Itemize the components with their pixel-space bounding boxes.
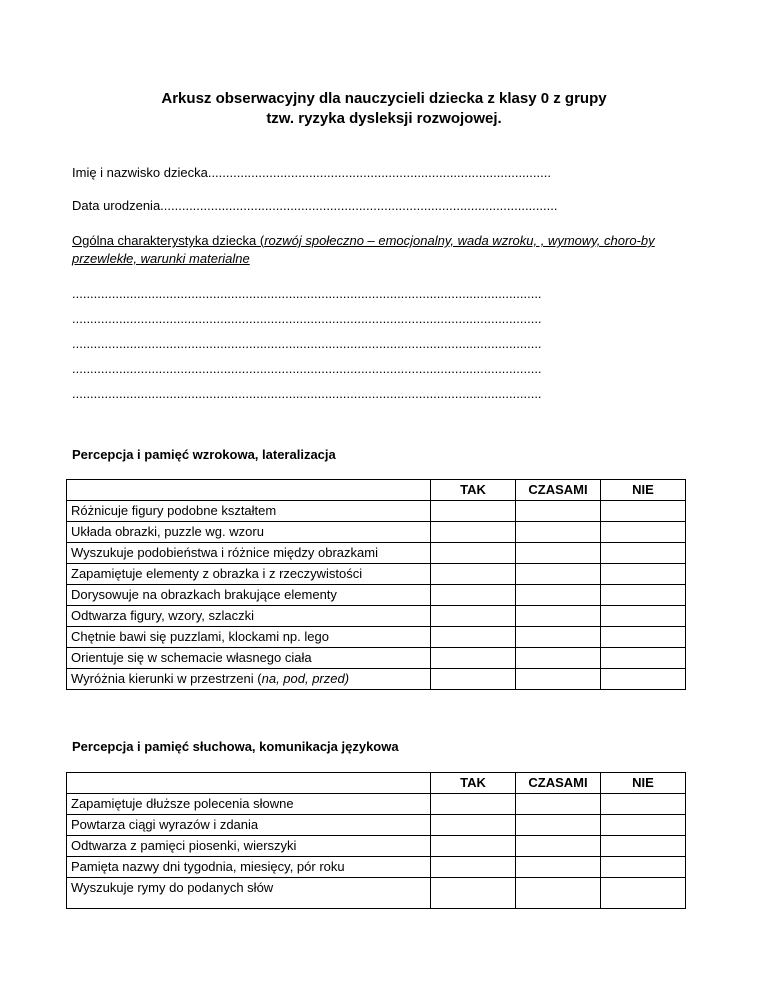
czasami-cell[interactable]	[516, 585, 601, 606]
table-row	[67, 794, 686, 815]
czasami-cell[interactable]	[516, 648, 601, 669]
czasami-cell[interactable]	[516, 669, 601, 690]
table-row	[67, 815, 686, 836]
table-row	[67, 878, 686, 909]
nie-cell[interactable]	[601, 543, 686, 564]
dotted-line[interactable]: ..................................................................................................................................	[72, 337, 542, 351]
table-row	[67, 522, 686, 543]
row-label: Pamięta nazwy dni tygodnia, miesięcy, pór roku	[67, 857, 431, 878]
header-empty-cell	[67, 773, 431, 794]
table-row	[67, 501, 686, 522]
tak-cell[interactable]	[431, 648, 516, 669]
header-tak: TAK	[431, 773, 516, 794]
tak-cell[interactable]	[431, 564, 516, 585]
czasami-cell[interactable]	[516, 564, 601, 585]
tak-cell[interactable]	[431, 669, 516, 690]
nie-cell[interactable]	[601, 564, 686, 585]
tak-cell[interactable]	[431, 878, 516, 909]
czasami-cell[interactable]	[516, 606, 601, 627]
header-nie: NIE	[601, 773, 686, 794]
nie-cell[interactable]	[601, 836, 686, 857]
row-label: Chętnie bawi się puzzlami, klockami np. lego	[67, 627, 431, 648]
row-label: Układa obrazki, puzzle wg. wzoru	[67, 522, 431, 543]
header-czasami: CZASAMI	[516, 480, 601, 501]
table-row	[67, 564, 686, 585]
nie-cell[interactable]	[601, 878, 686, 909]
nie-cell[interactable]	[601, 648, 686, 669]
nie-cell[interactable]	[601, 501, 686, 522]
row-label: Odtwarza figury, wzory, szlaczki	[67, 606, 431, 627]
header-nie: NIE	[601, 480, 686, 501]
row-label: Zapamiętuje elementy z obrazka i z rzeczywistości	[67, 564, 431, 585]
table-row	[67, 627, 686, 648]
table-header-row	[67, 773, 686, 794]
child-name-field[interactable]: Imię i nazwisko dziecka...............................................................................................	[72, 165, 551, 180]
tak-cell[interactable]	[431, 501, 516, 522]
tak-cell[interactable]	[431, 627, 516, 648]
tak-cell[interactable]	[431, 857, 516, 878]
table-header-row	[67, 480, 686, 501]
dotted-line[interactable]: ..................................................................................................................................	[72, 362, 542, 376]
czasami-cell[interactable]	[516, 627, 601, 648]
birth-date-field[interactable]: Data urodzenia..............................................................................................................	[72, 198, 558, 213]
dotted-line[interactable]: ..................................................................................................................................	[72, 287, 542, 301]
table-row	[67, 836, 686, 857]
title-line-1: Arkusz obserwacyjny dla nauczycieli dziecka z klasy 0 z grupy	[161, 90, 607, 107]
title-line-2: tzw. ryzyka dysleksji rozwojowej.	[266, 110, 502, 127]
row-label: Wyszukuje rymy do podanych słów	[67, 878, 431, 909]
tak-cell[interactable]	[431, 543, 516, 564]
tak-cell[interactable]	[431, 794, 516, 815]
characteristics-italic: rozwój społeczno – emocjonalny, wada wzroku, , wymowy, choro-by przewlekłe, warunki materialne	[72, 233, 655, 266]
nie-cell[interactable]	[601, 585, 686, 606]
tak-cell[interactable]	[431, 585, 516, 606]
general-characteristics	[72, 232, 702, 268]
table-row	[67, 543, 686, 564]
czasami-cell[interactable]	[516, 522, 601, 543]
nie-cell[interactable]	[601, 522, 686, 543]
czasami-cell[interactable]	[516, 857, 601, 878]
czasami-cell[interactable]	[516, 815, 601, 836]
table-row	[67, 606, 686, 627]
tak-cell[interactable]	[431, 815, 516, 836]
characteristics-label: Ogólna charakterystyka dziecka (	[72, 233, 265, 248]
nie-cell[interactable]	[601, 606, 686, 627]
row-label-prefix: Wyróżnia kierunki w przestrzeni (	[71, 671, 262, 686]
czasami-cell[interactable]	[516, 543, 601, 564]
table-row	[67, 648, 686, 669]
row-label-italic: na, pod, przed)	[261, 671, 350, 686]
dotted-line[interactable]: ..................................................................................................................................	[72, 312, 542, 326]
row-label: Wyszukuje podobieństwa i różnice między obrazkami	[67, 543, 431, 564]
auditory-perception-table	[66, 772, 686, 909]
nie-cell[interactable]	[601, 669, 686, 690]
header-czasami: CZASAMI	[516, 773, 601, 794]
row-label	[67, 669, 431, 690]
visual-perception-table	[66, 479, 686, 690]
row-label: Orientuje się w schemacie własnego ciała	[67, 648, 431, 669]
nie-cell[interactable]	[601, 815, 686, 836]
tak-cell[interactable]	[431, 606, 516, 627]
row-label: Różnicuje figury podobne kształtem	[67, 501, 431, 522]
section-auditory-title: Percepcja i pamięć słuchowa, komunikacja językowa	[72, 739, 399, 754]
czasami-cell[interactable]	[516, 878, 601, 909]
section-visual-title: Percepcja i pamięć wzrokowa, lateralizacja	[72, 447, 336, 462]
tak-cell[interactable]	[431, 522, 516, 543]
row-label: Zapamiętuje dłuższe polecenia słowne	[67, 794, 431, 815]
table-row	[67, 585, 686, 606]
czasami-cell[interactable]	[516, 794, 601, 815]
dotted-line[interactable]: ..................................................................................................................................	[72, 387, 542, 401]
czasami-cell[interactable]	[516, 836, 601, 857]
tak-cell[interactable]	[431, 836, 516, 857]
nie-cell[interactable]	[601, 794, 686, 815]
header-tak: TAK	[431, 480, 516, 501]
row-label: Powtarza ciągi wyrazów i zdania	[67, 815, 431, 836]
row-label: Dorysowuje na obrazkach brakujące elementy	[67, 585, 431, 606]
nie-cell[interactable]	[601, 627, 686, 648]
document-title	[0, 89, 768, 129]
header-empty-cell	[67, 480, 431, 501]
nie-cell[interactable]	[601, 857, 686, 878]
table-row	[67, 669, 686, 690]
row-label: Odtwarza z pamięci piosenki, wierszyki	[67, 836, 431, 857]
czasami-cell[interactable]	[516, 501, 601, 522]
table-row	[67, 857, 686, 878]
